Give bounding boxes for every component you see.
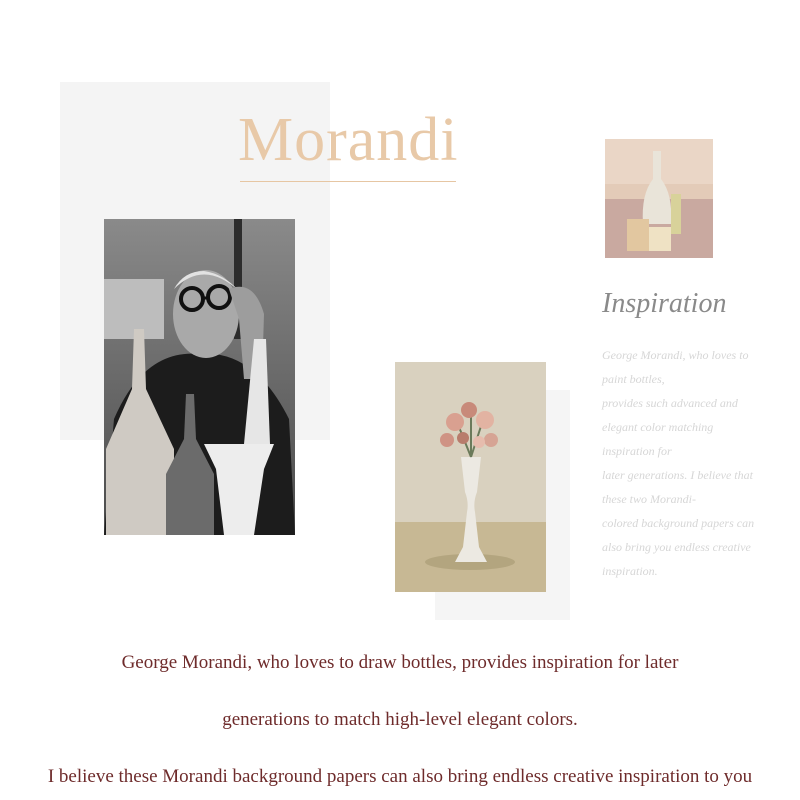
caption-line-3: I believe these Morandi background papers can also bring endless creative inspiration to you	[47, 766, 753, 787]
inspiration-heading: Inspiration	[602, 288, 727, 319]
inspiration-line: also bring you endless creative	[602, 540, 751, 554]
title-underline	[240, 181, 456, 182]
inspiration-line: provides such advanced and	[602, 396, 738, 410]
inspiration-line: later generations. I believe that	[602, 468, 753, 482]
inspiration-line: colored background papers can	[602, 516, 755, 530]
bottle-still-life-image	[605, 139, 713, 258]
page-title: Morandi	[238, 106, 459, 174]
inspiration-paragraph	[602, 343, 755, 583]
inspiration-line: George Morandi, who loves to	[602, 348, 749, 362]
inspiration-line: inspiration.	[602, 564, 658, 578]
inspiration-line: these two Morandi-	[602, 492, 696, 506]
inspiration-line: elegant color matching	[602, 420, 714, 434]
flower-vase-painting-image	[395, 362, 546, 592]
caption-line-1: George Morandi, who loves to draw bottles, provides inspiration for later	[121, 652, 679, 673]
inspiration-line: paint bottles,	[602, 372, 665, 386]
inspiration-line: inspiration for	[602, 444, 672, 458]
artist-portrait-image	[104, 219, 295, 535]
caption-line-2: generations to match high-level elegant colors.	[222, 709, 578, 730]
